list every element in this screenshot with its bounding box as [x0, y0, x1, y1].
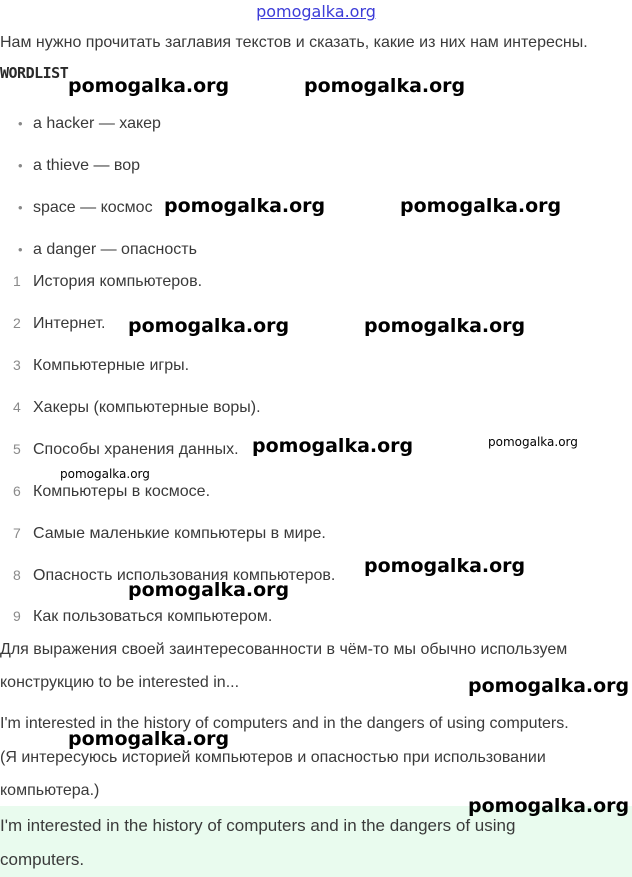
watermark: pomogalka.org — [60, 467, 150, 481]
answer-line-2: computers. — [0, 850, 85, 869]
intro-text: Нам нужно прочитать заглавия текстов и сказать, какие из них нам интересны. — [0, 34, 588, 51]
example-russian-line-1: (Я интересуюсь историей компьютеров и опасностью при использовании — [0, 749, 546, 766]
watermark: pomogalka.org — [164, 195, 326, 217]
watermark: pomogalka.org — [128, 579, 290, 601]
watermark: pomogalka.org — [488, 435, 578, 449]
explanation-line-1: Для выражения своей заинтересованности в чём-то мы обычно используем — [0, 641, 568, 658]
bullet-icon: • — [18, 158, 23, 173]
topic-item: 7 Самые маленькие компьютеры в мире. — [13, 525, 326, 542]
watermark: pomogalka.org — [400, 195, 562, 217]
wordlist-item: • a danger — опасность — [18, 241, 197, 258]
topic-item: 8 Опасность использования компьютеров. — [13, 567, 336, 584]
bullet-icon: • — [18, 200, 23, 215]
watermark: pomogalka.org — [468, 795, 630, 817]
answer-line-1: I'm interested in the history of computers and in the dangers of using — [0, 816, 516, 835]
watermark: pomogalka.org — [304, 75, 466, 97]
topic-item: 3 Компьютерные игры. — [13, 357, 190, 374]
watermark: pomogalka.org — [468, 675, 630, 697]
wordlist-title: WORDLIST — [0, 64, 69, 82]
site-header-link[interactable]: pomogalka.org — [256, 2, 376, 21]
watermark: pomogalka.org — [364, 555, 526, 577]
topic-item: 2 Интернет. — [13, 315, 106, 332]
wordlist-item: • a hacker — хакер — [18, 115, 161, 132]
wordlist-item: • a thieve — вор — [18, 157, 141, 174]
watermark: pomogalka.org — [68, 75, 230, 97]
watermark: pomogalka.org — [68, 728, 230, 750]
watermark: pomogalka.org — [128, 315, 290, 337]
explanation-line-2: конструкцию to be interested in... — [0, 674, 240, 691]
wordlist-item: • space — космос — [18, 199, 153, 216]
watermark: pomogalka.org — [252, 435, 414, 457]
topic-item: 4 Хакеры (компьютерные воры). — [13, 399, 261, 416]
topic-item: 9 Как пользоваться компьютером. — [13, 608, 273, 625]
bullet-icon: • — [18, 116, 23, 131]
watermark: pomogalka.org — [364, 315, 526, 337]
example-english: I'm interested in the history of computers and in the dangers of using computers. — [0, 715, 569, 732]
topic-item: 1 История компьютеров. — [13, 273, 203, 290]
bullet-icon: • — [18, 242, 23, 257]
topic-item: 6 Компьютеры в космосе. — [13, 483, 211, 500]
topic-item: 5 Способы хранения данных. — [13, 441, 239, 458]
example-russian-line-2: компьютера.) — [0, 782, 100, 799]
